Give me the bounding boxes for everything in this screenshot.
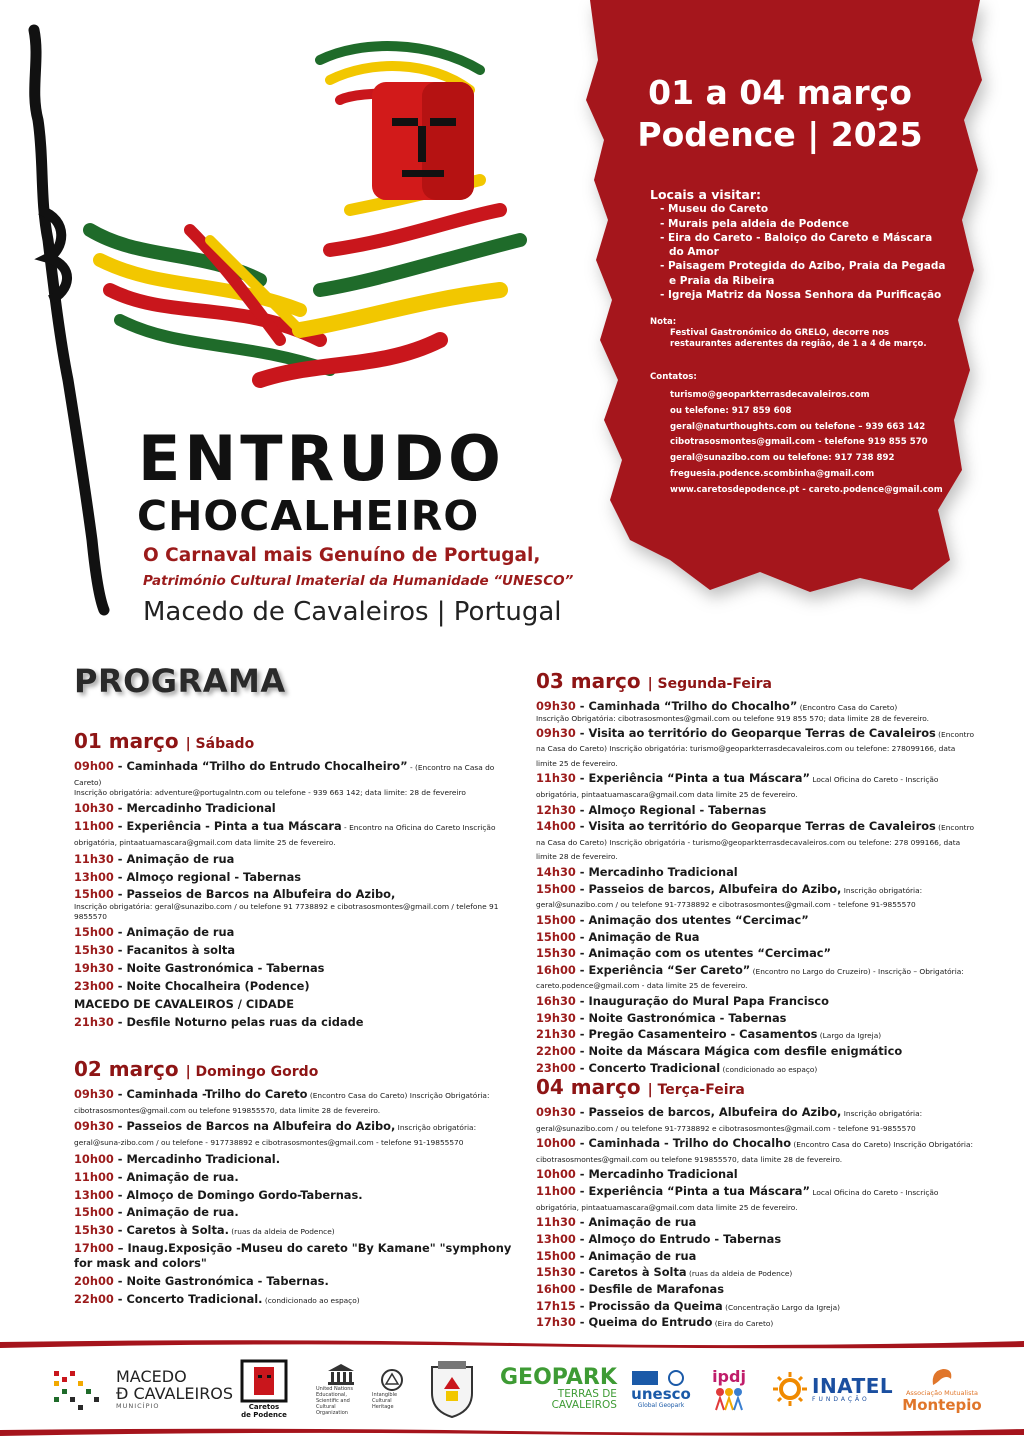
event-item	[74, 1205, 524, 1220]
event-details: (Encontro Casa do Careto)	[797, 703, 898, 712]
event-time: 22h00	[74, 1291, 114, 1306]
event-details: (Encontro Casa do Careto) Inscrição Obrigatória: cibotrasosmontes@gmail.com ou telefone 919855570, data limite 28 de fevereiro.	[536, 1140, 973, 1164]
event-time: 21h30	[536, 1027, 576, 1042]
event-title: - Passeios de Barcos na Albufeira do Azibo,	[113, 1119, 396, 1134]
event-list	[536, 699, 976, 1075]
event-title: - Almoço de Domingo Gordo-Tabernas.	[113, 1187, 363, 1202]
event-time: 13h00	[74, 869, 114, 884]
event-title: - Pregão Casamenteiro - Casamentos	[575, 1027, 818, 1042]
event-details: Local Oficina do Careto - Inscrição obrigatória, pintaatuamascara@gmail.com data limite 25 de fevereiro.	[536, 775, 939, 799]
event-item	[74, 943, 524, 958]
event-time: 20h00	[74, 1273, 114, 1288]
montepio-sub: Associação Mutualista	[905, 1389, 979, 1397]
event-time: 10h30	[74, 801, 114, 816]
event-title: - Passeios de barcos, Albufeira do Azibo,	[575, 881, 842, 896]
event-item	[536, 771, 976, 800]
event-item	[536, 1299, 976, 1314]
day-02-march	[74, 1056, 524, 1309]
event-title: - Passeios de Barcos na Albufeira do Azibo,	[113, 887, 396, 902]
event-item	[536, 882, 976, 911]
mask-face-icon	[372, 82, 474, 200]
event-title: - Almoço regional - Tabernas	[113, 869, 302, 884]
event-title: - Inauguração do Mural Papa Francisco	[575, 994, 829, 1009]
event-details: - (Encontro na Casa do Careto)	[74, 763, 495, 787]
event-details: (ruas da aldeia de Podence)	[686, 1269, 793, 1279]
ipdj-logo	[712, 1352, 746, 1426]
event-title: - Mercadinho Tradicional	[113, 801, 276, 816]
event-time: 09h00	[74, 759, 114, 773]
event-title: - Queima do Entrudo	[575, 1315, 713, 1330]
geopark-name: GEOPARK	[500, 1365, 617, 1390]
event-time: 17h00	[74, 1241, 114, 1256]
event-item	[536, 1136, 976, 1165]
event-time: 15h00	[74, 925, 114, 940]
note	[650, 317, 940, 350]
inatel-name: INATEL	[812, 1373, 894, 1398]
event-title: - Desfile de Marafonas	[575, 1282, 724, 1296]
event-time: 17h30	[536, 1315, 576, 1330]
event-item	[74, 1274, 524, 1289]
day-date: 02 março	[74, 1057, 179, 1081]
event-time: 19h30	[536, 1010, 576, 1025]
event-title: - Caminhada “Trilho do Chocalho”	[575, 699, 798, 713]
contact-line: geral@sunazibo.com ou telefone: 917 738 892	[670, 453, 895, 464]
place-item: - Igreja Matriz da Nossa Senhora da Purificação	[660, 288, 950, 302]
caretos-name: Caretos	[248, 1403, 280, 1411]
event-item	[74, 997, 524, 1012]
event-details: Inscrição obrigatória: geral@sunazibo.com / ou telefone 91-7738892 e cibotrasosmontes@gmail.com - telefone 91-9855570	[536, 885, 923, 910]
event-title: - Animação de rua	[113, 925, 235, 940]
event-title: - Desfile Noturno pelas ruas da cidade	[113, 1014, 364, 1029]
event-time: 23h00	[74, 979, 114, 994]
contact-line: cibotrasosmontes@gmail.com - telefone 919 855 570	[670, 437, 928, 448]
event-title: - Noite Gastronómica - Tabernas	[575, 1010, 787, 1025]
title-chocalheiro: CHOCALHEIRO	[137, 492, 480, 540]
event-title: - Noite Gastronómica - Tabernas	[113, 961, 325, 976]
event-title: - Visita ao território do Geoparque Terras de Cavaleiros	[575, 819, 936, 834]
montepio-name: Montepio	[902, 1396, 982, 1414]
event-item	[74, 1188, 524, 1203]
event-item	[536, 1044, 976, 1059]
event-time: 15h30	[74, 943, 114, 958]
event-title: - Animação de rua	[113, 851, 235, 866]
event-title: – Inaug.Exposição -Museu do careto "By Kamane" "symphony for mask and colors"	[74, 1241, 512, 1270]
event-time: 15h00	[536, 1248, 576, 1263]
event-title: - Animação com os utentes “Cercimac”	[575, 946, 832, 961]
event-item	[74, 870, 524, 885]
event-time: 14h00	[536, 819, 576, 834]
event-time: 10h00	[74, 1151, 114, 1166]
place-item: - Eira do Careto - Baloiço do Careto e Máscara do Amor	[660, 231, 950, 260]
event-time: 09h30	[74, 1087, 114, 1101]
unesco-org-text: United Nations Educational, Scientific and Cultural Organization	[316, 1386, 354, 1416]
event-title: - Concerto Tradicional.	[113, 1291, 263, 1306]
event-item	[536, 1265, 976, 1280]
event-item	[536, 1184, 976, 1213]
event-title: - Caretos à Solta.	[113, 1223, 229, 1238]
event-item	[536, 699, 976, 724]
caretos-name-2: de Podence	[241, 1411, 287, 1419]
macedo-mark-icon	[52, 1367, 110, 1411]
event-title: - Caminhada -Trilho do Careto	[113, 1087, 308, 1101]
event-title: - Experiência “Pinta a tua Máscara”	[575, 1184, 810, 1199]
event-time: 15h30	[74, 1223, 114, 1238]
event-details: (condicionado ao espaço)	[720, 1064, 818, 1074]
geopark-logo	[500, 1352, 617, 1426]
event-title: - Animação de rua	[575, 1248, 697, 1263]
event-time: 21h30	[74, 1014, 114, 1029]
places-list	[650, 202, 950, 302]
event-item	[536, 913, 976, 928]
event-title: - Animação de rua.	[113, 1205, 239, 1220]
event-item	[536, 946, 976, 961]
day-date: 01 março	[74, 729, 179, 753]
subtitle-unesco: Património Cultural Imaterial da Humanidade “UNESCO”	[143, 573, 574, 589]
macedo-logo	[52, 1352, 233, 1426]
event-details: (Encontro no Largo do Cruzeiro) - Inscrição – Obrigatória: careto.podence@gmail.com - data limite 25 de fevereiro.	[536, 966, 964, 991]
geopark-sub: TERRAS DE	[557, 1388, 617, 1400]
event-time: 14h30	[536, 864, 576, 879]
event-item	[536, 1232, 976, 1247]
event-item	[536, 726, 976, 770]
event-details: Inscrição obrigatória: geral@sunazibo.com / ou telefone 91-7738892 e cibotrasosmontes@gmail.com - telefone 91-9855570	[536, 1109, 923, 1133]
inatel-sub: FUNDAÇÃO	[812, 1395, 870, 1403]
event-title: - Animação de Rua	[575, 929, 700, 944]
event-title: - Experiência “Ser Careto”	[575, 962, 751, 977]
contact-line: freguesia.podence.scombinha@gmail.com	[670, 468, 875, 479]
ipdj-name: ipdj	[712, 1366, 746, 1386]
macedo-name: MACEDO	[116, 1367, 187, 1386]
event-list	[74, 1087, 524, 1306]
event-item	[74, 961, 524, 976]
event-time: 11h30	[536, 771, 576, 786]
day-weekday: | Segunda-Feira	[647, 676, 773, 692]
sponsor-logos	[0, 1352, 1024, 1426]
event-registration: Inscrição obrigatória: adventure@portugalntn.com ou telefone - 939 663 142; data limite: 28 de fevereiro	[74, 788, 466, 797]
event-title: - Mercadinho Tradicional	[575, 1167, 738, 1182]
ipdj-figures-icon	[712, 1386, 746, 1412]
event-item	[74, 1152, 524, 1167]
inatel-logo	[772, 1352, 893, 1426]
event-title: - Mercadinho Tradicional	[575, 864, 738, 879]
event-item	[536, 803, 976, 818]
day-heading	[74, 728, 524, 757]
day-heading	[74, 1056, 524, 1085]
subtitle-location: Macedo de Cavaleiros | Portugal	[143, 597, 562, 627]
subtitle-carnaval: O Carnaval mais Genuíno de Portugal,	[143, 545, 541, 566]
event-time: 13h00	[536, 1231, 576, 1246]
event-item	[74, 1292, 524, 1307]
event-details: (ruas da aldeia de Podence)	[228, 1227, 335, 1237]
montepio-logo	[902, 1352, 982, 1426]
event-details: - Encontro na Oficina do Careto Inscrição obrigatória, pintaatuamascara@gmail.com data limite 25 de fevereiro.	[74, 823, 496, 847]
event-list	[536, 1105, 976, 1330]
event-title: - Caminhada - Trilho do Chocalho	[575, 1136, 792, 1151]
place-item: - Museu do Careto	[660, 202, 950, 216]
event-time: 11h00	[536, 1184, 576, 1199]
event-item	[74, 759, 524, 798]
unesco-ich-logo	[316, 1352, 412, 1426]
event-item	[536, 930, 976, 945]
event-time: 16h00	[536, 1282, 576, 1296]
event-time: 11h00	[74, 819, 114, 834]
footer-top-stripe	[0, 1338, 1024, 1350]
event-time: 15h30	[536, 946, 576, 961]
event-item	[536, 1105, 976, 1134]
event-time: 11h00	[74, 1169, 114, 1184]
event-item	[74, 801, 524, 816]
event-time: 09h30	[536, 1105, 576, 1119]
event-time: 23h00	[536, 1060, 576, 1075]
event-details: (Encontro Casa do Careto) Inscrição Obrigatória: cibotrasosmontes@gmail.com ou telefone 919855570, data limite 28 de fevereiro.	[74, 1091, 490, 1115]
caretos-logo	[240, 1352, 288, 1426]
event-title: - Concerto Tradicional	[575, 1060, 721, 1075]
event-time: 15h00	[74, 1205, 114, 1220]
event-item	[74, 925, 524, 940]
unesco-geo-name: unesco	[631, 1385, 691, 1403]
event-item	[74, 819, 524, 848]
event-time: 15h00	[536, 881, 576, 896]
macedo-sub: MUNICÍPIO	[116, 1402, 160, 1410]
event-time: 11h30	[74, 851, 114, 866]
event-title: - Mercadinho Tradicional.	[113, 1151, 281, 1166]
unesco-temple-icon	[326, 1362, 356, 1386]
contact-line: geral@naturthoughts.com ou telefone – 939 663 142	[670, 421, 926, 432]
event-item	[74, 1170, 524, 1185]
event-item	[74, 887, 524, 922]
event-title: - Animação de rua	[575, 1215, 697, 1230]
event-title: MACEDO DE CAVALEIROS / CIDADE	[74, 996, 294, 1011]
event-time: 13h00	[74, 1187, 114, 1202]
day-03-march	[536, 668, 976, 1078]
event-time: 10h00	[536, 1167, 576, 1182]
event-time: 16h00	[536, 962, 576, 977]
event-dates	[600, 72, 960, 156]
event-title: - Facanitos à solta	[113, 943, 236, 958]
event-registration: Inscrição obrigatória: geral@sunazibo.com / ou telefone 91 7738892 e cibotrasosmontes@gmail.com / telefone 91 9855570	[74, 901, 499, 921]
places-label: Locais a visitar:	[650, 187, 761, 202]
event-item	[536, 1215, 976, 1230]
day-date: 04 março	[536, 1075, 641, 1099]
day-weekday: | Domingo Gordo	[185, 1064, 319, 1080]
geopark-sub-2: CAVALEIROS	[551, 1399, 617, 1411]
event-item	[536, 1249, 976, 1264]
event-time: 15h00	[536, 929, 576, 944]
event-title: - Noite Chocalheira (Podence)	[113, 979, 310, 994]
event-time: 12h30	[536, 802, 576, 817]
note-label: Nota:	[650, 317, 677, 327]
event-details: Local Oficina do Careto - Inscrição obrigatória, pintaatuamascara@gmail.com data limite 25 de fevereiro.	[536, 1188, 939, 1212]
montepio-pelican-icon	[927, 1365, 957, 1389]
contacts-label: Contatos:	[650, 372, 697, 382]
event-item	[536, 1011, 976, 1026]
day-01-march	[74, 728, 524, 1033]
crest-icon	[424, 1359, 480, 1419]
event-details: Inscrição obrigatória: geral@suna-zibo.com / ou telefone - 917738892 e cibotrasosmontes@gmail.com - telefone 91-19855570	[74, 1123, 477, 1147]
event-time: 09h30	[74, 1119, 114, 1134]
event-time: 17h15	[536, 1298, 576, 1313]
event-title: - Animação dos utentes “Cercimac”	[575, 912, 809, 927]
event-title: - Almoço Regional - Tabernas	[575, 802, 767, 817]
event-item	[536, 963, 976, 992]
event-time: 09h30	[536, 725, 576, 740]
day-weekday: | Terça-Feira	[647, 1082, 745, 1098]
event-time: 15h30	[536, 1265, 576, 1280]
event-item	[74, 1241, 524, 1270]
event-details: (condicionado ao espaço)	[262, 1295, 360, 1305]
event-title: - Visita ao território do Geoparque Terras de Cavaleiros	[575, 725, 936, 740]
places-to-visit	[650, 188, 950, 302]
event-details: (Largo da Igreja)	[817, 1031, 882, 1041]
event-title: - Experiência “Pinta a tua Máscara”	[575, 771, 810, 786]
day-heading	[536, 668, 976, 697]
event-details: (Concentração Largo da Igreja)	[722, 1302, 841, 1312]
ich-text: Intangible Cultural Heritage	[372, 1392, 398, 1410]
event-time: 15h00	[536, 912, 576, 927]
unesco-geo-sub: Global Geopark	[637, 1402, 685, 1409]
event-item	[74, 1015, 524, 1030]
event-registration: Inscrição Obrigatória: cibotrasosmontes@gmail.com ou telefone 919 855 570; data limite 28 de fevereiro.	[536, 713, 929, 723]
event-title: - Caminhada “Trilho do Entrudo Chocalheiro”	[113, 759, 408, 773]
event-time: 19h30	[74, 961, 114, 976]
event-item	[74, 1087, 524, 1116]
event-item	[74, 979, 524, 994]
inatel-sun-icon	[772, 1371, 808, 1407]
event-title: - Almoço do Entrudo - Tabernas	[575, 1231, 782, 1246]
day-heading	[536, 1074, 976, 1103]
title-entrudo: ENTRUDO	[138, 422, 505, 495]
event-title: - Noite da Máscara Mágica com desfile enigmático	[575, 1044, 903, 1059]
podence-crest-logo	[424, 1352, 480, 1426]
event-list	[74, 759, 524, 1029]
event-title: - Experiência - Pinta a tua Máscara	[113, 819, 342, 834]
programme-heading: PROGRAMA	[74, 662, 286, 700]
date-range: 01 a 04 março	[648, 73, 912, 112]
place-item: - Paisagem Protegida do Azibo, Praia da Pegada e Praia da Ribeira	[660, 259, 950, 288]
event-item	[536, 1027, 976, 1042]
event-details: (Encontro na Casa do Careto) Inscrição obrigatória: turismo@geoparkterrasdecavaleiros.com ou telefone: 278099166, data limite 25 de fevereiro.	[536, 729, 974, 768]
event-time: 16h30	[536, 994, 576, 1009]
event-item	[536, 865, 976, 880]
day-04-march	[536, 1074, 976, 1332]
contacts	[650, 372, 950, 499]
unesco-geopark-logo	[630, 1352, 692, 1426]
contact-line: turismo@geoparkterrasdecavaleiros.com	[670, 390, 870, 400]
event-details: (Eira do Careto)	[712, 1319, 774, 1329]
event-item	[74, 852, 524, 867]
event-time: 10h00	[536, 1136, 576, 1151]
caretos-mask-icon	[240, 1359, 288, 1403]
ich-emblem-icon	[380, 1368, 404, 1392]
event-item	[536, 819, 976, 863]
day-weekday: | Sábado	[185, 736, 255, 752]
event-time: 15h00	[74, 887, 114, 902]
macedo-name-2: Đ CAVALEIROS	[116, 1384, 234, 1403]
event-item	[74, 1119, 524, 1148]
event-title: - Caretos à Solta	[575, 1265, 687, 1280]
event-time: 11h30	[536, 1215, 576, 1230]
event-item	[536, 1315, 976, 1330]
event-title: - Animação de rua.	[113, 1169, 239, 1184]
event-item	[536, 1167, 976, 1182]
event-title: - Noite Gastronómica - Tabernas.	[113, 1273, 329, 1288]
day-date: 03 março	[536, 669, 641, 693]
footer-bottom-stripe	[0, 1427, 1024, 1437]
place-item: - Murais pela aldeia de Podence	[660, 217, 950, 231]
note-text: Festival Gastronómico do GRELO, decorre nos restaurantes aderentes da região, de 1 a 4 de março.	[670, 328, 927, 349]
event-details: (Encontro na Casa do Careto) Inscrição obrigatória - turismo@geoparkterrasdecavaleiros.com ou telefone: 278 099166, data limite 28 de fevereiro.	[536, 823, 974, 862]
contact-line: ou telefone: 917 859 608	[670, 405, 792, 416]
event-time: 09h30	[536, 699, 576, 713]
contact-line: www.caretosdepodence.pt - careto.podence@gmail.com	[670, 484, 943, 495]
event-item	[536, 994, 976, 1009]
event-title: - Passeios de barcos, Albufeira do Azibo,	[575, 1105, 842, 1119]
event-time: 22h00	[536, 1044, 576, 1059]
event-item	[536, 1282, 976, 1297]
event-title: - Procissão da Queima	[575, 1298, 723, 1313]
place-year: Podence | 2025	[637, 115, 923, 154]
event-item	[74, 1223, 524, 1238]
